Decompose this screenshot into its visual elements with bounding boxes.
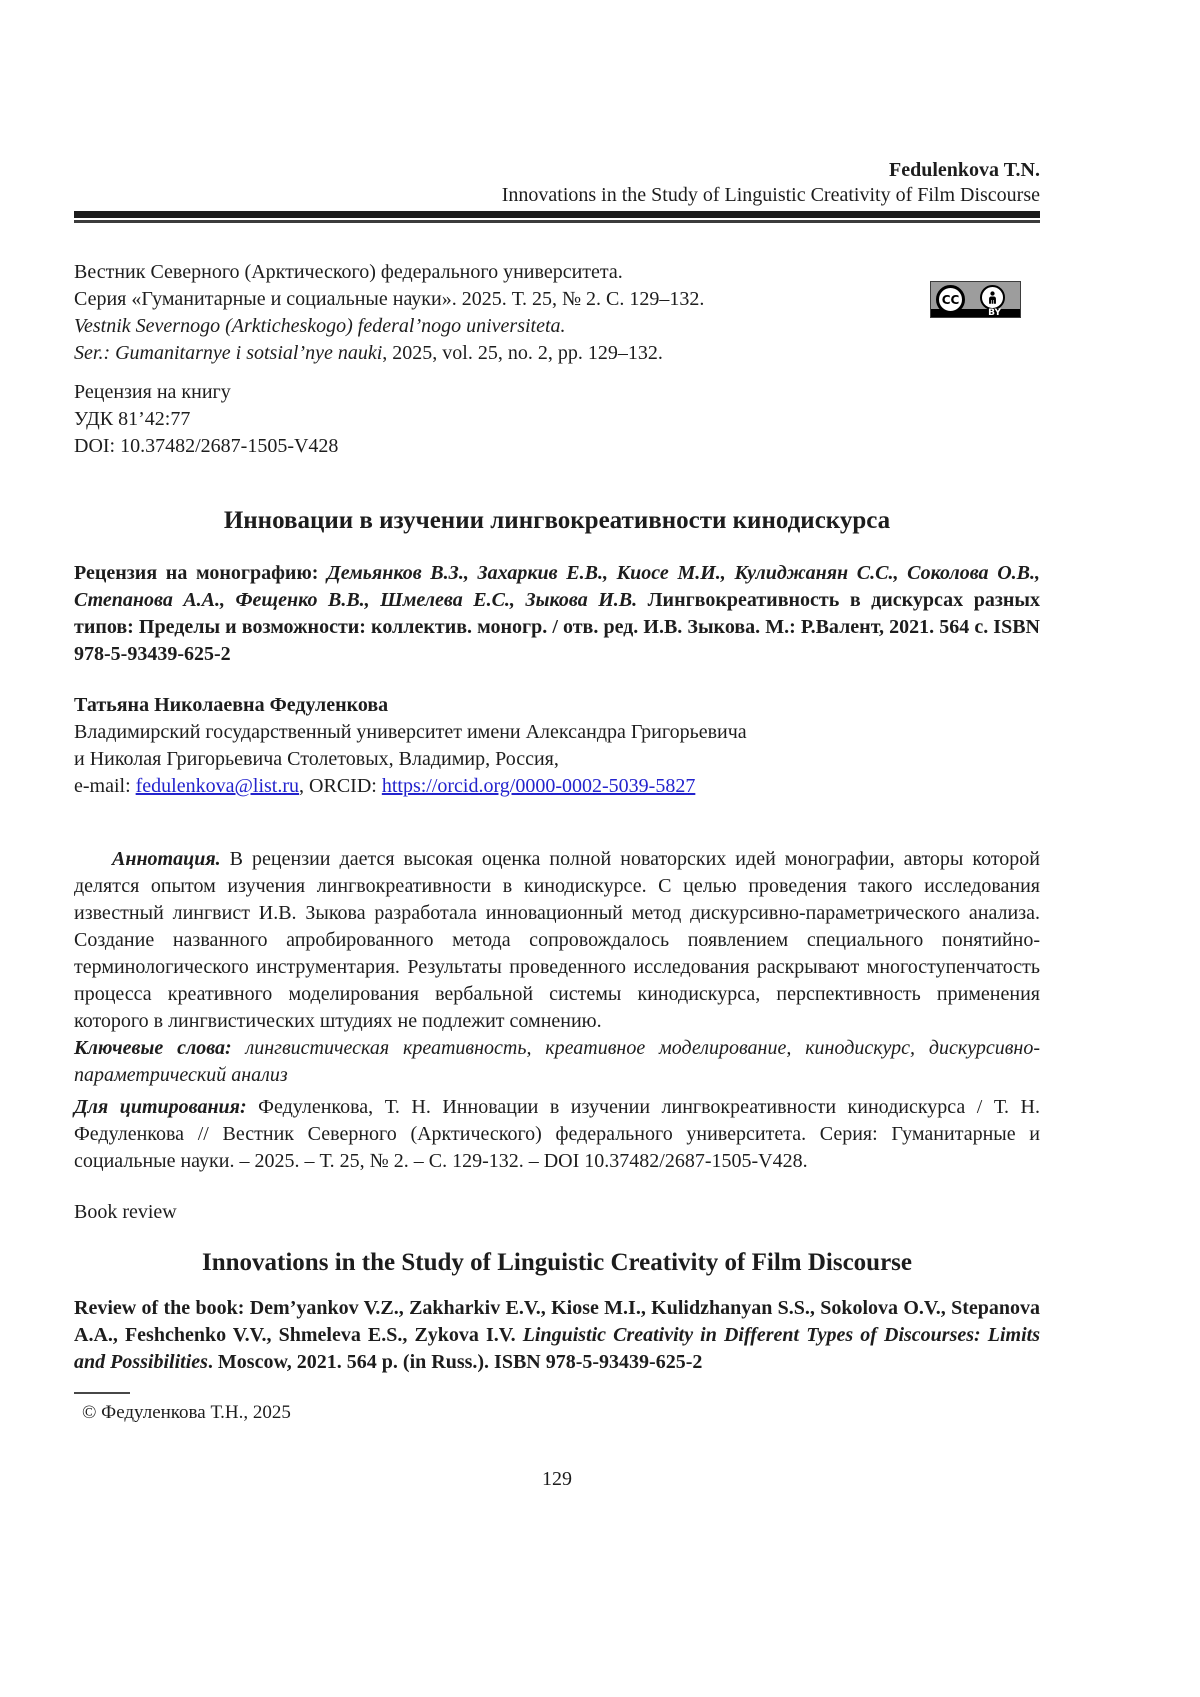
author-affiliation-line-1: Владимирский государственный университет имени Александра Григорьевича (74, 721, 747, 743)
header-rule-thick (74, 211, 1040, 218)
article-title-ru: Инновации в изучении лингвокреативности кинодискурса (223, 507, 891, 534)
reviewed-book-info-ru: Лингвокреативность в дискурсах разных типов: Пределы и возможности: коллектив. моногр. / отв. ред. И.В. Зыкова. М.: Р.Валент, 2021. 564 с. ISBN 978-5-93439-625-2 (74, 589, 1040, 665)
orcid-label: , ORCID: (299, 775, 382, 797)
page-number: 129 (542, 1468, 572, 1490)
running-head-author: Fedulenkova T.N. (889, 159, 1040, 181)
article-type: Рецензия на книгу (74, 381, 231, 403)
section-label-book-review: Book review (74, 1201, 177, 1223)
for-citation-paragraph (74, 1094, 1040, 1175)
attribution-person-icon (980, 285, 1005, 310)
header-rule-thin (74, 220, 1040, 223)
running-head (74, 158, 1040, 208)
reviewed-book-citation-ru (74, 560, 1040, 668)
for-citation-text: Федуленкова, Т. Н. Инновации в изучении лингвокреативности кинодискурса / Т. Н. Федуленкова // Вестник Северного (Арктического) федерального университета. Серия: Гуманитарные и социальные науки. – 2025. – Т. 25, № 2. – С. 129-132. – DOI 10.37482/2687-1505-V428. (74, 1096, 1040, 1172)
running-head-title: Innovations in the Study of Linguistic Creativity of Film Discourse (501, 184, 1040, 206)
cc-letters: CC (941, 292, 960, 307)
keywords-paragraph (74, 1035, 1040, 1089)
copyright-line: © Федуленкова Т.Н., 2025 (82, 1402, 291, 1423)
article-title-en: Innovations in the Study of Linguistic Creativity of Film Discourse (202, 1249, 912, 1276)
reviewed-book-authors-ru: Демьянков В.З., Захаркив Е.В., Киосе М.И., Кулиджанян С.С., Соколова О.В., Степанова А.А., Фещенко В.В., Шмелева Е.С., Зыкова И.В. (74, 562, 1040, 611)
author-name: Татьяна Николаевна Федуленкова (74, 694, 389, 716)
cc-by-license-badge (930, 281, 1021, 318)
abstract-label: Аннотация. (112, 848, 221, 870)
for-citation-label: Для цитирования: (74, 1096, 247, 1118)
keywords-text: лингвистическая креативность, креативное моделирование, кинодискурс, дискурсивно-параметрический анализ (74, 1037, 1041, 1086)
citation-issue-translit: , 2025, vol. 25, no. 2, pp. 129–132. (382, 342, 663, 364)
udk-number: УДК 81’42:77 (74, 408, 191, 430)
author-affiliation-line-2: и Николая Григорьевича Столетовых, Владимир, Россия, (74, 748, 559, 770)
orcid-link[interactable]: https://orcid.org/0000-0002-5039-5827 (381, 775, 696, 797)
citation-line-translit-1: Vestnik Severnogo (Arkticheskogo) federal’nogo universiteta. (74, 315, 566, 337)
abstract-paragraph (74, 846, 1040, 1035)
by-label: BY (988, 308, 1001, 318)
reviewed-book-citation-en (74, 1295, 1040, 1376)
citation-journal-translit: Ser.: Gumanitarnye i sotsial’nye nauki (74, 342, 383, 364)
citation-line-ru-2: Серия «Гуманитарные и социальные науки». 2025. Т. 25, № 2. С. 129–132. (74, 288, 705, 310)
reviewed-book-info-en: . Moscow, 2021. 564 p. (in Russ.). ISBN 978-5-93439-625-2 (207, 1351, 703, 1373)
citation-line-ru-1: Вестник Северного (Арктического) федерального университета. (74, 261, 623, 283)
cc-icon (936, 285, 965, 314)
citation-line-translit-2 (74, 340, 1040, 367)
journal-citation-block (74, 259, 1040, 367)
article-meta (74, 379, 1040, 460)
footnote-rule (74, 1392, 130, 1394)
review-label-en: Review of the book: (74, 1297, 250, 1319)
author-contact-line (74, 773, 1040, 800)
reviewed-book-title-en: Linguistic Creativity in Different Types of Discourses: Limits and Possibilities (74, 1324, 1040, 1373)
author-block (74, 692, 1040, 800)
email-link[interactable]: fedulenkova@list.ru (135, 775, 300, 797)
review-label-ru: Рецензия на монографию: (74, 562, 328, 584)
reviewed-book-authors-en: Dem’yankov V.Z., Zakharkiv E.V., Kiose M.I., Kulidzhanyan S.S., Sokolova O.V., Stepanova A.A., Feshchenko V.V., Shmeleva E.S., Zykova I.V. (74, 1297, 1040, 1346)
email-label: e-mail: (74, 775, 136, 797)
keywords-label: Ключевые слова: (74, 1037, 232, 1059)
doi-number: DOI: 10.37482/2687-1505-V428 (74, 435, 339, 457)
abstract-text: В рецензии дается высокая оценка полной новаторских идей монографии, авторы которой делятся опытом изучения лингвокреативности в кинодискурсе. С целью проведения такого исследования известный лингвист И.В. Зыкова разработала инновационный метод дискурсивно-параметрического анализа. Создание названного апробированного метода сопровождалось появлением специального понятийно-терминологического инструментария. Результаты проведенного исследования раскрывают многоступенчатость процесса креативного моделирования вербальной системы кинодискурса, перспективность применения которого в лингвистических штудиях не подлежит сомнению. (74, 848, 1040, 1032)
